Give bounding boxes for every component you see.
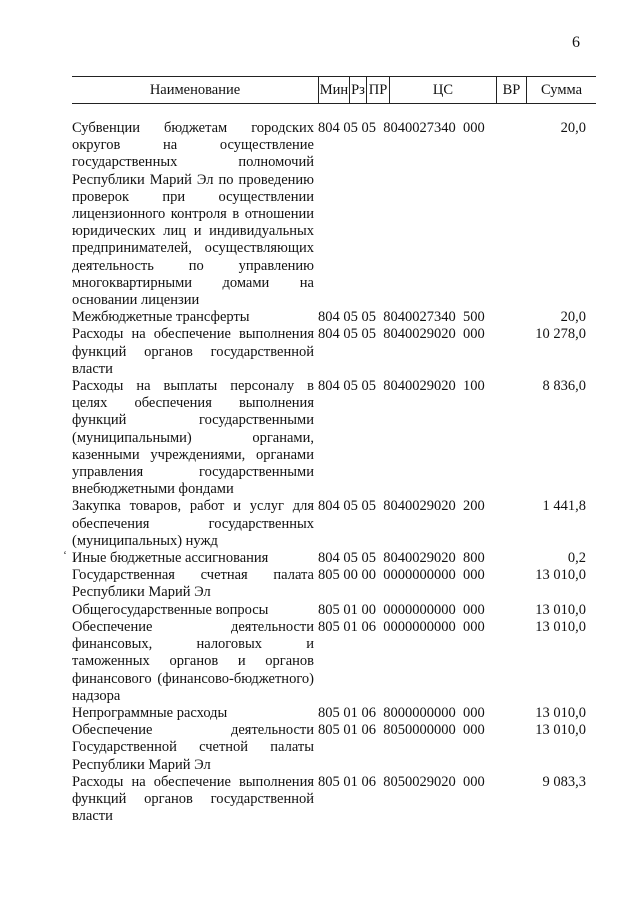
row-sum: 0,2 bbox=[567, 550, 586, 567]
table-row bbox=[72, 567, 596, 601]
row-sum: 20,0 bbox=[560, 309, 586, 326]
row-codes: 805 01 06 8000000000 000 bbox=[318, 704, 485, 721]
table-row bbox=[72, 378, 596, 498]
row-name: Иные бюджетные ассигнования bbox=[72, 550, 269, 567]
row-sum: 9 083,3 bbox=[542, 773, 586, 790]
table-row bbox=[72, 705, 596, 722]
row-codes: 805 01 06 0000000000 000 bbox=[318, 618, 485, 635]
row-name: Государственная счетная палата Республики Марий Эл bbox=[72, 567, 314, 601]
header-rz: Рз bbox=[349, 77, 366, 103]
row-name: Межбюджетные трансферты bbox=[72, 309, 250, 326]
table-row bbox=[72, 774, 596, 826]
row-name: Расходы на обеспечение выполнения функций органов государственной власти bbox=[72, 773, 314, 825]
row-name: Обеспечение деятельности Государственной счетной палаты Республики Марий Эл bbox=[72, 722, 314, 773]
row-name: Обеспечение деятельности финансовых, налоговых и таможенных органов и органов финансового (финансово-бюджетного) надзора bbox=[72, 618, 314, 704]
row-codes: 804 05 05 8040029020 800 bbox=[318, 550, 485, 567]
table-row bbox=[72, 550, 596, 567]
budget-table bbox=[72, 76, 596, 825]
row-codes: 805 00 00 0000000000 000 bbox=[318, 567, 485, 584]
table-row bbox=[72, 309, 596, 326]
row-sum: 13 010,0 bbox=[535, 722, 586, 739]
stray-mark: ʻ bbox=[63, 548, 67, 562]
table-row bbox=[72, 602, 596, 619]
row-name: Закупка товаров, работ и услуг для обеспечения государственных (муниципальных) нужд bbox=[72, 498, 314, 549]
page-number: 6 bbox=[572, 34, 580, 51]
row-sum: 8 836,0 bbox=[542, 378, 586, 395]
row-name: Субвенции бюджетам городских округов на осуществление государственных полномочий Республики Марий Эл по проведению проверок при осуществлении лицензионного контроля в отношении юридических лиц и индивидуальных предпринимателей, осуществляющих деятельность по управлению многоквартирными домами на основании лицензии bbox=[72, 120, 314, 309]
header-vr: ВР bbox=[496, 77, 526, 103]
row-codes: 805 01 00 0000000000 000 bbox=[318, 601, 485, 618]
row-name: Непрограммные расходы bbox=[72, 704, 228, 721]
header-min: Мин bbox=[318, 77, 349, 103]
table-row bbox=[72, 619, 596, 705]
row-sum: 13 010,0 bbox=[535, 704, 586, 721]
row-codes: 804 05 05 8040027340 500 bbox=[318, 309, 485, 326]
table-row bbox=[72, 120, 596, 309]
header-name: Наименование bbox=[149, 82, 241, 98]
row-codes: 804 05 05 8040029020 200 bbox=[318, 498, 485, 515]
header-cs: ЦС bbox=[389, 77, 496, 103]
row-codes: 804 05 05 8040027340 000 bbox=[318, 120, 485, 136]
row-sum: 13 010,0 bbox=[535, 601, 586, 618]
row-sum: 13 010,0 bbox=[535, 567, 586, 584]
row-name: Расходы на обеспечение выполнения функций органов государственной власти bbox=[72, 326, 314, 377]
row-sum: 1 441,8 bbox=[542, 498, 586, 515]
row-name: Общегосударственные вопросы bbox=[72, 601, 269, 618]
table-row bbox=[72, 326, 596, 378]
table-row bbox=[72, 722, 596, 774]
row-name: Расходы на выплаты персоналу в целях обеспечения выполнения функций государственными (муниципальными) органами, казенными учреждениями, органами управления государственными внебюджетными фондами bbox=[72, 378, 314, 498]
header-sum: Сумма bbox=[526, 77, 596, 103]
row-codes: 804 05 05 8040029020 000 bbox=[318, 326, 485, 343]
table-body bbox=[72, 120, 596, 825]
header-pr: ПР bbox=[366, 77, 389, 103]
row-sum: 13 010,0 bbox=[535, 618, 586, 635]
table-header bbox=[72, 76, 596, 104]
row-codes: 805 01 06 8050000000 000 bbox=[318, 722, 485, 739]
row-codes: 805 01 06 8050029020 000 bbox=[318, 773, 485, 790]
table-row bbox=[72, 498, 596, 550]
row-codes: 804 05 05 8040029020 100 bbox=[318, 378, 485, 395]
row-sum: 10 278,0 bbox=[535, 326, 586, 343]
row-sum: 20,0 bbox=[560, 120, 586, 136]
